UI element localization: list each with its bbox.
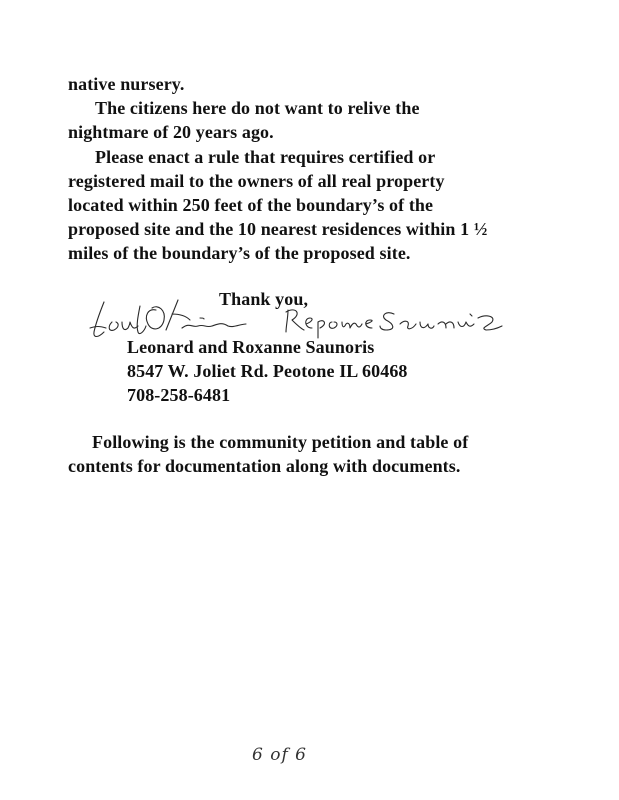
body-line-8: miles of the boundary’s of the proposed site.	[68, 243, 411, 263]
body-line-1: native nursery.	[68, 74, 185, 94]
signature-roxanne	[282, 300, 512, 340]
closing-phone: 708-258-6481	[127, 385, 231, 405]
body-line-5: registered mail to the owners of all real property	[68, 171, 445, 191]
footer-note-line-1: Following is the community petition and table of	[92, 432, 469, 452]
page-number-handwritten: 6 of 6	[252, 745, 307, 765]
body-line-4: Please enact a rule that requires certified or	[95, 147, 436, 167]
body-line-7: proposed site and the 10 nearest residences within 1 ½	[68, 219, 488, 239]
body-line-3: nightmare of 20 years ago.	[68, 122, 274, 142]
closing-names: Leonard and Roxanne Saunoris	[127, 337, 375, 357]
closing-salutation: Thank you,	[219, 289, 309, 309]
body-line-6: located within 250 feet of the boundary’s of the	[68, 195, 434, 215]
footer-note-line-2: contents for documentation along with documents.	[68, 456, 461, 476]
body-line-2: The citizens here do not want to relive the	[95, 98, 420, 118]
closing-address: 8547 W. Joliet Rd. Peotone IL 60468	[127, 361, 408, 381]
